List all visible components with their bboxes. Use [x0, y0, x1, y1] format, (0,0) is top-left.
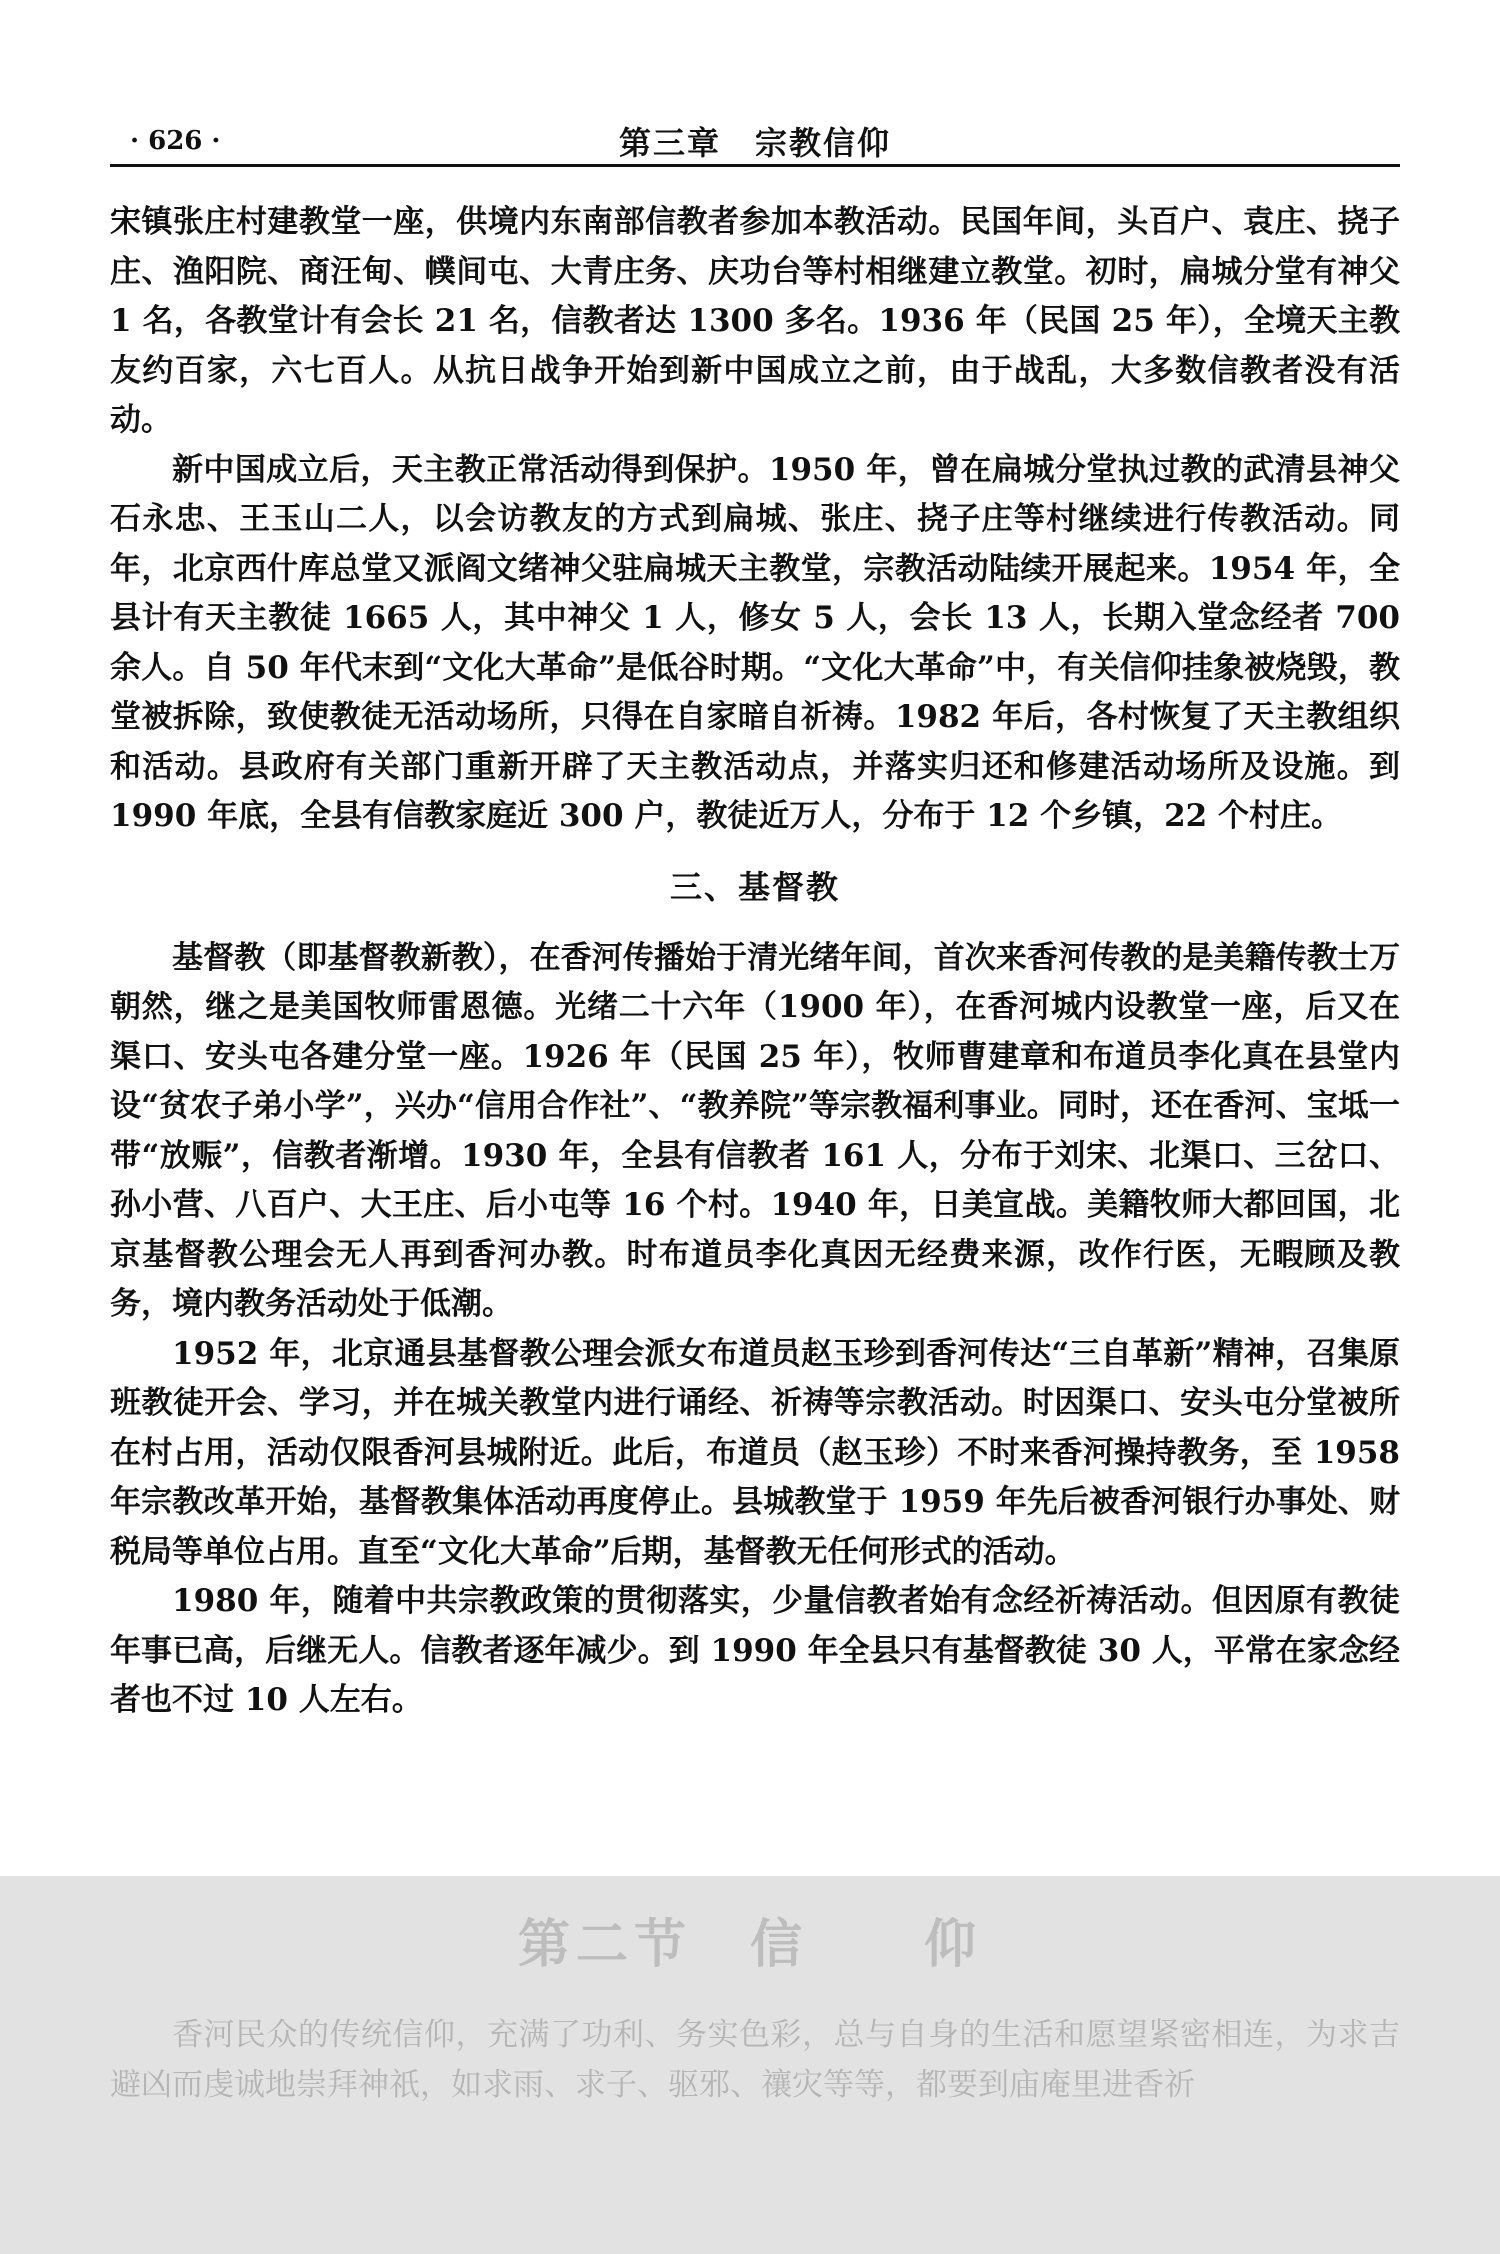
- chapter-title: 第三章 宗教信仰: [618, 124, 891, 162]
- body-text: [110, 198, 1400, 1726]
- paragraph-4: 1952 年，北京通县基督教公理会派女布道员赵玉珍到香河传达“三自革新”精神，召集原班教徒开会、学习，并在城关教堂内进行诵经、祈祷等宗教活动。时因渠口、安头屯分堂被所在村占用，活动仅限香河县城附近。此后，布道员（赵玉珍）不时来香河操持教务，至 1958 年宗教改革开始，基督教集体活动再度停止。县城教堂于 1959 年先后被香河银行办事处、财税局等单位占用。直至“文化大革命”后期，基督教无任何形式的活动。: [110, 1335, 1400, 1570]
- faded-paragraph: 香河民众的传统信仰，充满了功利、务实色彩，总与自身的生活和愿望紧密相连，为求吉避凶而虔诚地崇拜神祇，如求雨、求子、驱邪、禳灾等等，都要到庙庵里进香祈: [110, 2017, 1400, 2103]
- faded-section-heading: 第二节 信 仰: [517, 1914, 982, 1975]
- page-header: [110, 118, 1400, 167]
- paragraph-1: 宋镇张庄村建教堂一座，供境内东南部信教者参加本教活动。民国年间，头百户、袁庄、挠子庄、渔阳院、商汪甸、幞间屯、大青庄务、庆功台等村相继建立教堂。初时，扁城分堂有神父 1 名，各教堂计有会长 21 名，信教者达 1300 多名。1936 年（民国 25 年），全境天主教友约百家，六七百人。从抗日战争开始到新中国成立之前，由于战乱，大多数信教者没有活动。: [110, 204, 1400, 438]
- paragraph-5: 1980 年，随着中共宗教政策的贯彻落实，少量信教者始有念经祈祷活动。但因原有教徒年事已高，后继无人。信教者逐年减少。到 1990 年全县只有基督教徒 30 人，平常在家念经者也不过 10 人左右。: [110, 1583, 1400, 1718]
- section-heading: 三、基督教: [669, 867, 840, 906]
- faded-section-text: [110, 2010, 1400, 2110]
- page-number: · 626 ·: [130, 126, 221, 156]
- paragraph-3: 基督教（即基督教新教），在香河传播始于清光绪年间，首次来香河传教的是美籍传教士万朝然，继之是美国牧师雷恩德。光绪二十六年（1900 年），在香河城内设教堂一座，后又在渠口、安头屯各建分堂一座。1926 年（民国 25 年），牧师曹建章和布道员李化真在县堂内设“贫农子弟小学”，兴办“信用合作社”、“教养院”等宗教福利事业。同时，还在香河、宝坻一带“放赈”，信教者渐增。1930 年，全县有信教者 161 人，分布于刘宋、北渠口、三岔口、孙小营、八百户、大王庄、后小屯等 16 个村。1940 年，日美宣战。美籍牧师大都回国，北京基督教公理会无人再到香河办教。时布道员李化真因无经费来源，改作行医，无暇顾及教务，境内教务活动处于低潮。: [110, 939, 1400, 1322]
- paragraph-2: 新中国成立后，天主教正常活动得到保护。1950 年，曾在扁城分堂执过教的武清县神父石永忠、王玉山二人，以会访教友的方式到扁城、张庄、挠子庄等村继续进行传教活动。同年，北京西什库总堂又派阎文绪神父驻扁城天主教堂，宗教活动陆续开展起来。1954 年，全县计有天主教徒 1665 人，其中神父 1 人，修女 5 人，会长 13 人，长期入堂念经者 700 余人。自 50 年代末到“文化大革命”是低谷时期。“文化大革命”中，有关信仰挂象被烧毁，教堂被拆除，致使教徒无活动场所，只得在自家暗自祈祷。1982 年后，各村恢复了天主教组织和活动。县政府有关部门重新开辟了天主教活动点，并落实归还和修建活动场所及设施。到 1990 年底，全县有信教家庭近 300 户，教徒近万人，分布于 12 个乡镇，22 个村庄。: [110, 451, 1400, 834]
